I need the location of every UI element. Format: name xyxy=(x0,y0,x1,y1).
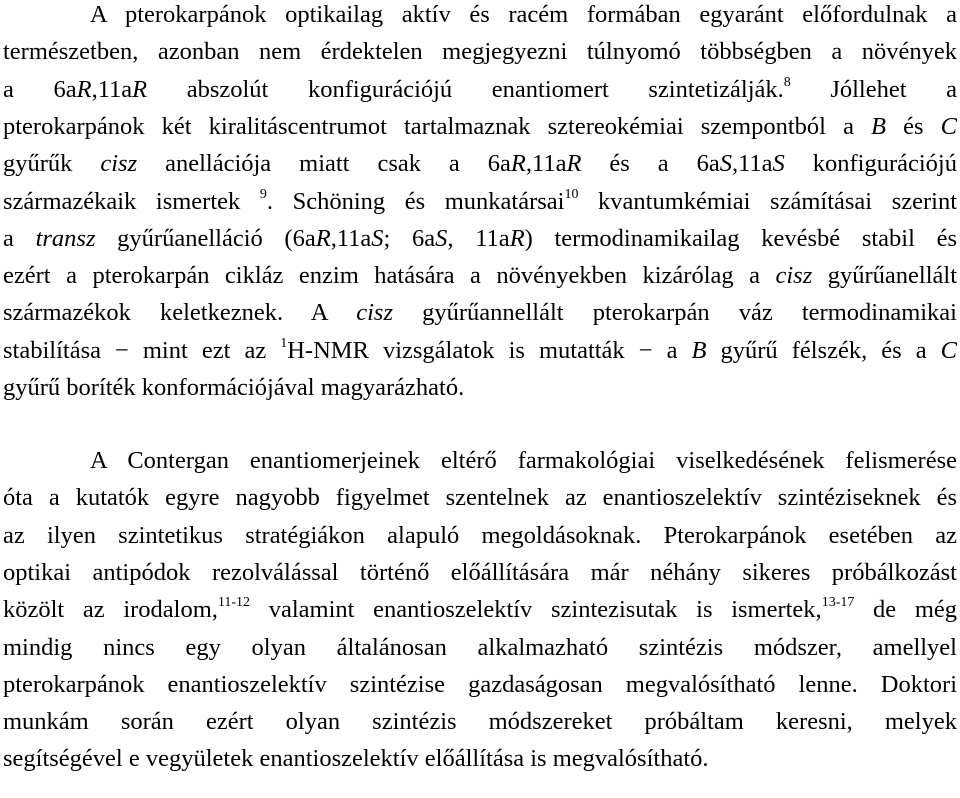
footnote-reference: 9 xyxy=(259,186,267,202)
text-run: közölt az irodalom, xyxy=(3,596,218,624)
text-run: gyűrűanellált xyxy=(812,262,958,290)
text-run: munkám során ezért olyan szintézis módszereket próbáltam keresni, melyek xyxy=(3,708,957,736)
text-run: és a 6a xyxy=(581,150,720,178)
text-run: abszolút konfigurációjú enantiomert szintetizálják. xyxy=(147,75,784,103)
text-run: de még xyxy=(854,596,957,624)
text-run: és xyxy=(886,112,941,140)
text-run: a xyxy=(3,224,36,252)
text-run: valamint enantioszelektív szintezisutak is ismertek, xyxy=(250,596,822,624)
italic-text: cisz xyxy=(100,150,138,178)
text-line xyxy=(3,261,957,291)
text-line xyxy=(3,558,957,588)
text-run: gyűrűk xyxy=(3,150,101,178)
text-run: Jóllehet a xyxy=(790,75,958,103)
italic-text: S xyxy=(772,150,785,178)
text-run: ,11a xyxy=(525,150,567,178)
text-line xyxy=(3,224,957,254)
italic-text: R xyxy=(510,150,526,178)
text-run: . Schöning és munkatársai xyxy=(266,187,565,215)
text-line xyxy=(3,744,957,774)
text-run: ,11a xyxy=(731,150,773,178)
text-run: ezért a pterokarpán cikláz enzim hatására a növényekben kizárólag a xyxy=(3,262,776,290)
text-line xyxy=(3,75,957,105)
footnote-reference: 1 xyxy=(280,335,288,351)
italic-text: R xyxy=(132,75,148,103)
text-run: ,11a xyxy=(91,75,133,103)
text-run: ,11a xyxy=(330,224,372,252)
text-run: mindig nincs egy olyan általánosan alkalmazható szintézis módszer, amellyel xyxy=(3,633,957,661)
footnote-reference: 8 xyxy=(783,74,791,90)
text-run: a 6a xyxy=(3,75,77,103)
text-run: ) termodinamikailag kevésbé stabil és xyxy=(524,224,958,252)
text-line xyxy=(3,521,957,551)
text-run: segítségével e vegyületek enantioszelektív előállítása is megvalósítható. xyxy=(3,745,709,773)
text-run: gyűrű félszék, és a xyxy=(706,336,941,364)
text-line xyxy=(3,336,957,366)
italic-text: cisz xyxy=(775,262,813,290)
italic-text: R xyxy=(509,224,525,252)
text-run: A Contergan enantiomerjeinek eltérő farmakológiai viselkedésének felismerése xyxy=(90,447,957,474)
text-run: A pterokarpánok optikailag aktív és racém formában egyaránt előfordulnak a xyxy=(90,1,957,28)
italic-text: cisz xyxy=(356,299,393,327)
text-run: ; 6a xyxy=(383,224,436,252)
text-run: gyűrűanelláció (6a xyxy=(95,224,316,252)
italic-text: R xyxy=(566,150,582,178)
italic-text: R xyxy=(315,224,331,252)
text-run: származékaik ismertek xyxy=(3,187,260,215)
italic-text: C xyxy=(940,112,957,140)
italic-text: B xyxy=(871,112,887,140)
footnote-reference: 11-12 xyxy=(217,595,251,611)
italic-text: C xyxy=(940,336,957,364)
italic-text: B xyxy=(691,336,707,364)
text-line xyxy=(3,595,957,625)
text-line xyxy=(3,373,957,403)
text-line xyxy=(3,670,957,700)
text-run: konfigurációjú xyxy=(784,150,957,178)
text-run: pterokarpánok enantioszelektív szintézise gazdaságosan megvalósítható lenne. Doktori xyxy=(3,670,957,698)
text-run: kvantumkémiai számításai szerint xyxy=(578,187,958,215)
text-run: gyűrűannellált pterokarpán váz termodinamikai xyxy=(393,299,957,327)
text-line xyxy=(3,37,957,67)
italic-text: transz xyxy=(35,224,96,252)
text-line xyxy=(3,633,957,663)
italic-text: S xyxy=(719,150,732,178)
text-run: pterokarpánok két kiralitáscentrumot tartalmaznak sztereokémiai szempontból a xyxy=(3,112,872,140)
text-run: származékok keletkeznek. A xyxy=(3,299,357,327)
text-line xyxy=(90,446,957,476)
italic-text: S xyxy=(371,224,384,252)
italic-text: R xyxy=(76,75,92,103)
text-line xyxy=(3,483,957,513)
footnote-reference: 10 xyxy=(564,186,579,202)
text-line xyxy=(3,707,957,737)
text-run: természetben, azonban nem érdektelen megjegyezni túlnyomó többségben a növények xyxy=(3,38,957,66)
text-line xyxy=(3,149,957,179)
text-line xyxy=(3,298,957,328)
text-run: , 11a xyxy=(447,224,510,252)
text-line xyxy=(3,112,957,142)
footnote-reference: 13-17 xyxy=(821,595,855,611)
text-run: gyűrű boríték konformációjával magyarázható. xyxy=(3,374,465,401)
italic-text: S xyxy=(435,224,448,252)
text-run: óta a kutatók egyre nagyobb figyelmet szentelnek az enantioszelektív szintéziseknek és xyxy=(3,484,957,512)
text-run: optikai antipódok rezolválással történő előállítására már néhány sikeres próbálkozást xyxy=(3,558,957,586)
text-run: az ilyen szintetikus stratégiákon alapuló megoldásoknak. Pterokarpánok esetében az xyxy=(3,521,957,549)
text-run: H-NMR vizsgálatok is mutatták − a xyxy=(287,336,692,364)
text-run: anellációja miatt csak a 6a xyxy=(137,150,511,178)
text-run: stabilítása − mint ezt az xyxy=(3,336,281,364)
text-line xyxy=(3,187,957,217)
text-line xyxy=(90,0,957,30)
